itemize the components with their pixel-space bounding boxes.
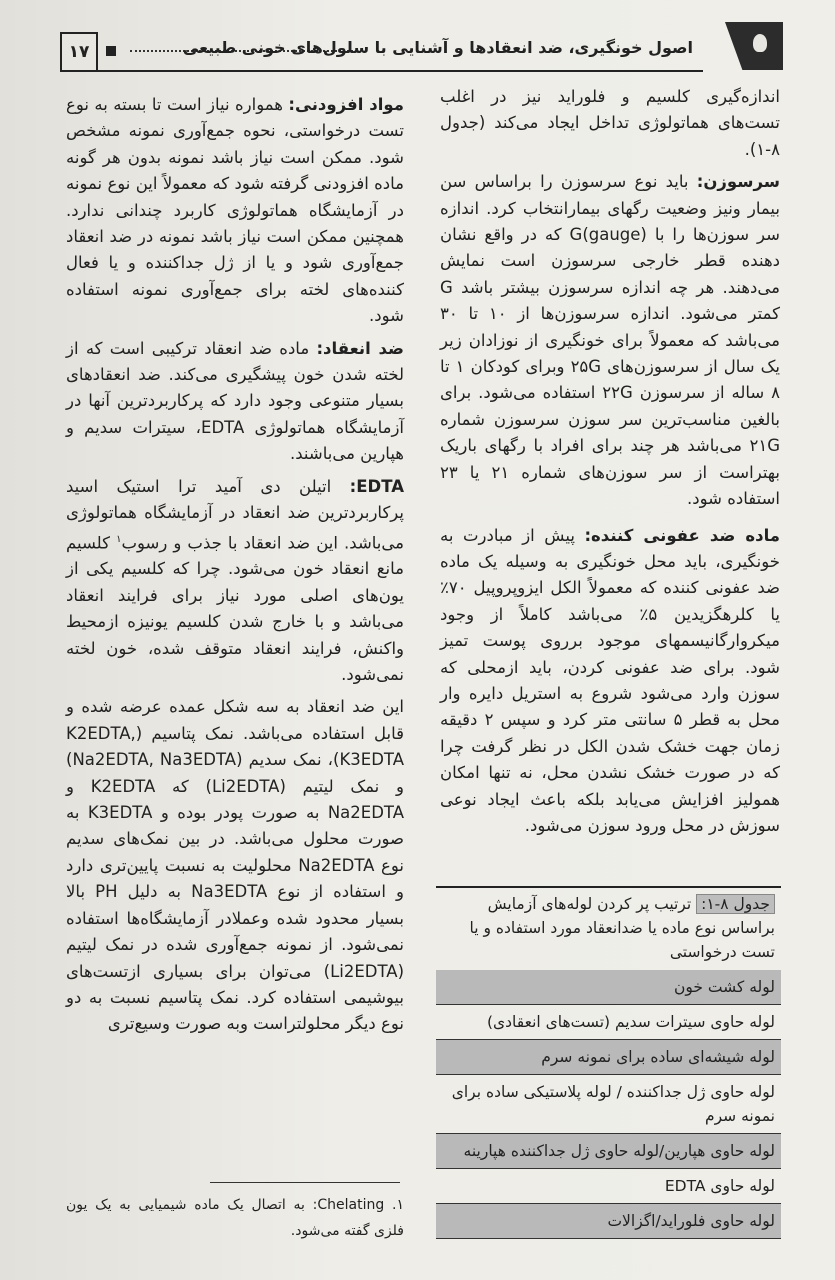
left-column — [66, 92, 404, 1044]
right-column — [440, 84, 780, 845]
chapter-logo-icon — [725, 22, 783, 70]
edta-text-continued: کلسیم مانع انعقاد خون می‌شود. چرا که کلسیم یکی از یون‌های اصلی مورد نیاز برای فرایند انعقاد می‌باشد و با خارج شدن کلسیم یونیزه ازمحیط واکنش، فرایند انعقاد متوقف شده، خون لخته نمی‌شود. — [66, 533, 404, 685]
page-number: ۱۷ — [60, 32, 98, 72]
table-row: لوله حاوی ژل جداکننده / لوله پلاستیکی ساده برای نمونه سرم — [436, 1075, 781, 1134]
additive-term: مواد افزودنی: — [288, 95, 404, 114]
additive-paragraph — [66, 92, 404, 330]
header-rule — [60, 70, 703, 72]
edta-paragraph — [66, 474, 404, 689]
needle-text: باید نوع سرسوزن را براساس سن بیمار ونیز وضعیت رگهای بیمارانتخاب کرد. اندازه سر سوزن‌ها را با G(gauge) که در واقع نشان دهنده قطر خارجی سرسوزن است نمایش می‌دهند. هر چه اندازه سرسوزن بیشتر باشد G کمتر می‌شود. اندازه سرسوزن‌ها از ۱۰ تا ۳۰ می‌باشد که معمولاً برای خونگیری از نوزادان زیر یک سال از سرسوزن‌های ۲۵G وبرای کودکان ۱ تا ۸ ساله از سرسوزن ۲۲G استفاده می‌شود. برای بالغین مناسب‌ترین سر سوزن سرسوزن شماره ۲۱G می‌باشد هر چند برای افراد با رگهای باریک بهتراست از سر سوزن‌های شماره ۲۱ یا ۲۳ استفاده شود. — [440, 172, 781, 509]
edta-text: اتیلن دی آمید ترا استیک اسید پرکاربردترین ضد انعقاد در آزمایشگاه هماتولوژی می‌باشد. این ضد انعقاد با جذب و رسوب — [66, 476, 404, 552]
antiseptic-term: ماده ضد عفونی کننده: — [584, 525, 780, 545]
footnote-marker: ۱ — [116, 533, 122, 545]
edta-term: EDTA: — [349, 476, 404, 496]
table-row: لوله کشت خون — [436, 970, 781, 1005]
table-row: لوله حاوی EDTA — [436, 1169, 781, 1204]
table-number: جدول ۸-۱: — [696, 894, 775, 914]
chapter-title: اصول خونگیری، ضد انعقادها و آشنایی با سلول‌های خونی طبیعی — [182, 38, 693, 57]
page-header — [60, 22, 783, 74]
table-row: لوله حاوی سیترات سدیم (تست‌های انعقادی) — [436, 1005, 781, 1040]
needle-term: سرسوزن: — [696, 172, 780, 192]
antiseptic-text: پیش از مبادرت به خونگیری، باید محل خونگیری به وسیله یک ماده ضد عفونی کننده که معمولاً الکل ایزوپروپیل ۷۰٪ یا کلرهگزیدین ۵٪ می‌باشد کاملاً از وجود میکروارگانیسمهای موجود برروی پوست تمیز شود. برای ضد عفونی کردن، باید ازمحلی که سوزن وارد می‌شود شروع به استریل دایره وار محل به قطر ۵ سانتی متر کرد و سپس ۲ دقیقه زمان جهت خشک شدن الکل در نظر گرفت چرا که در صورت خشک نشدن محل، نه تنها امکان همولیز افزایش می‌یابد بلکه باعث ایجاد نوعی سوزش در محل ورود سوزن می‌شود. — [440, 525, 780, 835]
header-square-marker — [106, 46, 116, 56]
table-row: لوله شیشه‌ای ساده برای نمونه سرم — [436, 1040, 781, 1075]
edta-forms-paragraph: این ضد انعقاد به سه شکل عمده عرضه شده و قابل استفاده می‌باشد. نمک پتاسیم (K2EDTA, K3EDTA)، نمک سدیم (Na2EDTA, Na3EDTA) و نمک لیتیم (Li2EDTA) که K2EDTA و Na2EDTA به صورت پودر بوده و K3EDTA به صورت محلول می‌باشد. در بین نمک‌های سدیم نوع Na2EDTA محلولیت به نسبت پایین‌تری دارد و استفاده از نوع Na3EDTA به دلیل PH بالا بسیار محدود شده وعملادر آزمایشگاه‌ها استفاده نمی‌شود. از نمونه جمع‌آوری شده در نمک لیتیم (Li2EDTA) می‌توان برای بسیاری ازتست‌های بیوشیمی استفاده کرد. نمک پتاسیم نسبت به دو نوع دیگر محلولتراست وبه صورت وسیع‌تری — [66, 697, 405, 1034]
intro-paragraph: اندازه‌گیری کلسیم و فلوراید نیز در اغلب تست‌های هماتولوژی تداخل ایجاد می‌کند (جدول ۸-۱). — [440, 87, 780, 159]
anticoagulant-paragraph — [66, 336, 404, 468]
additive-text: همواره نیاز است تا بسته به نوع تست درخواستی، نحوه جمع‌آوری نمونه مشخص شود. ممکن است نیاز باشد نمونه بدون هر گونه ماده افزودنی گرفته شود که معمولاً این نوع نمونه در آزمایشگاه هماتولوژی کاربرد چندانی ندارد. همچنین ممکن است نیاز باشد نمونه در ضد انعقاد جمع‌آوری شود و یا از ژل جداکننده و یا فعال کننده‌های لخته برای جمع‌آوری نمونه استفاده شود. — [66, 95, 404, 326]
anticoagulant-term: ضد انعقاد: — [316, 338, 404, 358]
antiseptic-paragraph — [440, 523, 780, 840]
tube-order-table — [436, 886, 781, 1239]
needle-paragraph — [440, 169, 780, 512]
table-caption-text: ترتیب پر کردن لوله‌های آزمایش براساس نوع ماده یا ضدانعقاد مورد استفاده و یا تست درخواستی — [469, 895, 775, 961]
anticoagulant-text: ماده ضد انعقاد ترکیبی است که از لخته شدن خون پیشگیری می‌کند. ضد انعقادهای بسیار متنوعی وجود دارد که پرکاربردترین آنها در آزمایشگاه هماتولوژی EDTA، سیترات سدیم و هپارین می‌باشند. — [66, 338, 404, 464]
table-row: لوله حاوی هپارین/لوله حاوی ژل جداکننده هپارینه — [436, 1134, 781, 1169]
footnote-rule — [210, 1182, 400, 1183]
table-row: لوله حاوی فلوراید/اگزالات — [436, 1204, 781, 1239]
table-caption — [436, 886, 781, 970]
footnote: ۱. Chelating: به اتصال یک ماده شیمیایی به یک یون فلزی گفته می‌شود. — [66, 1197, 404, 1239]
